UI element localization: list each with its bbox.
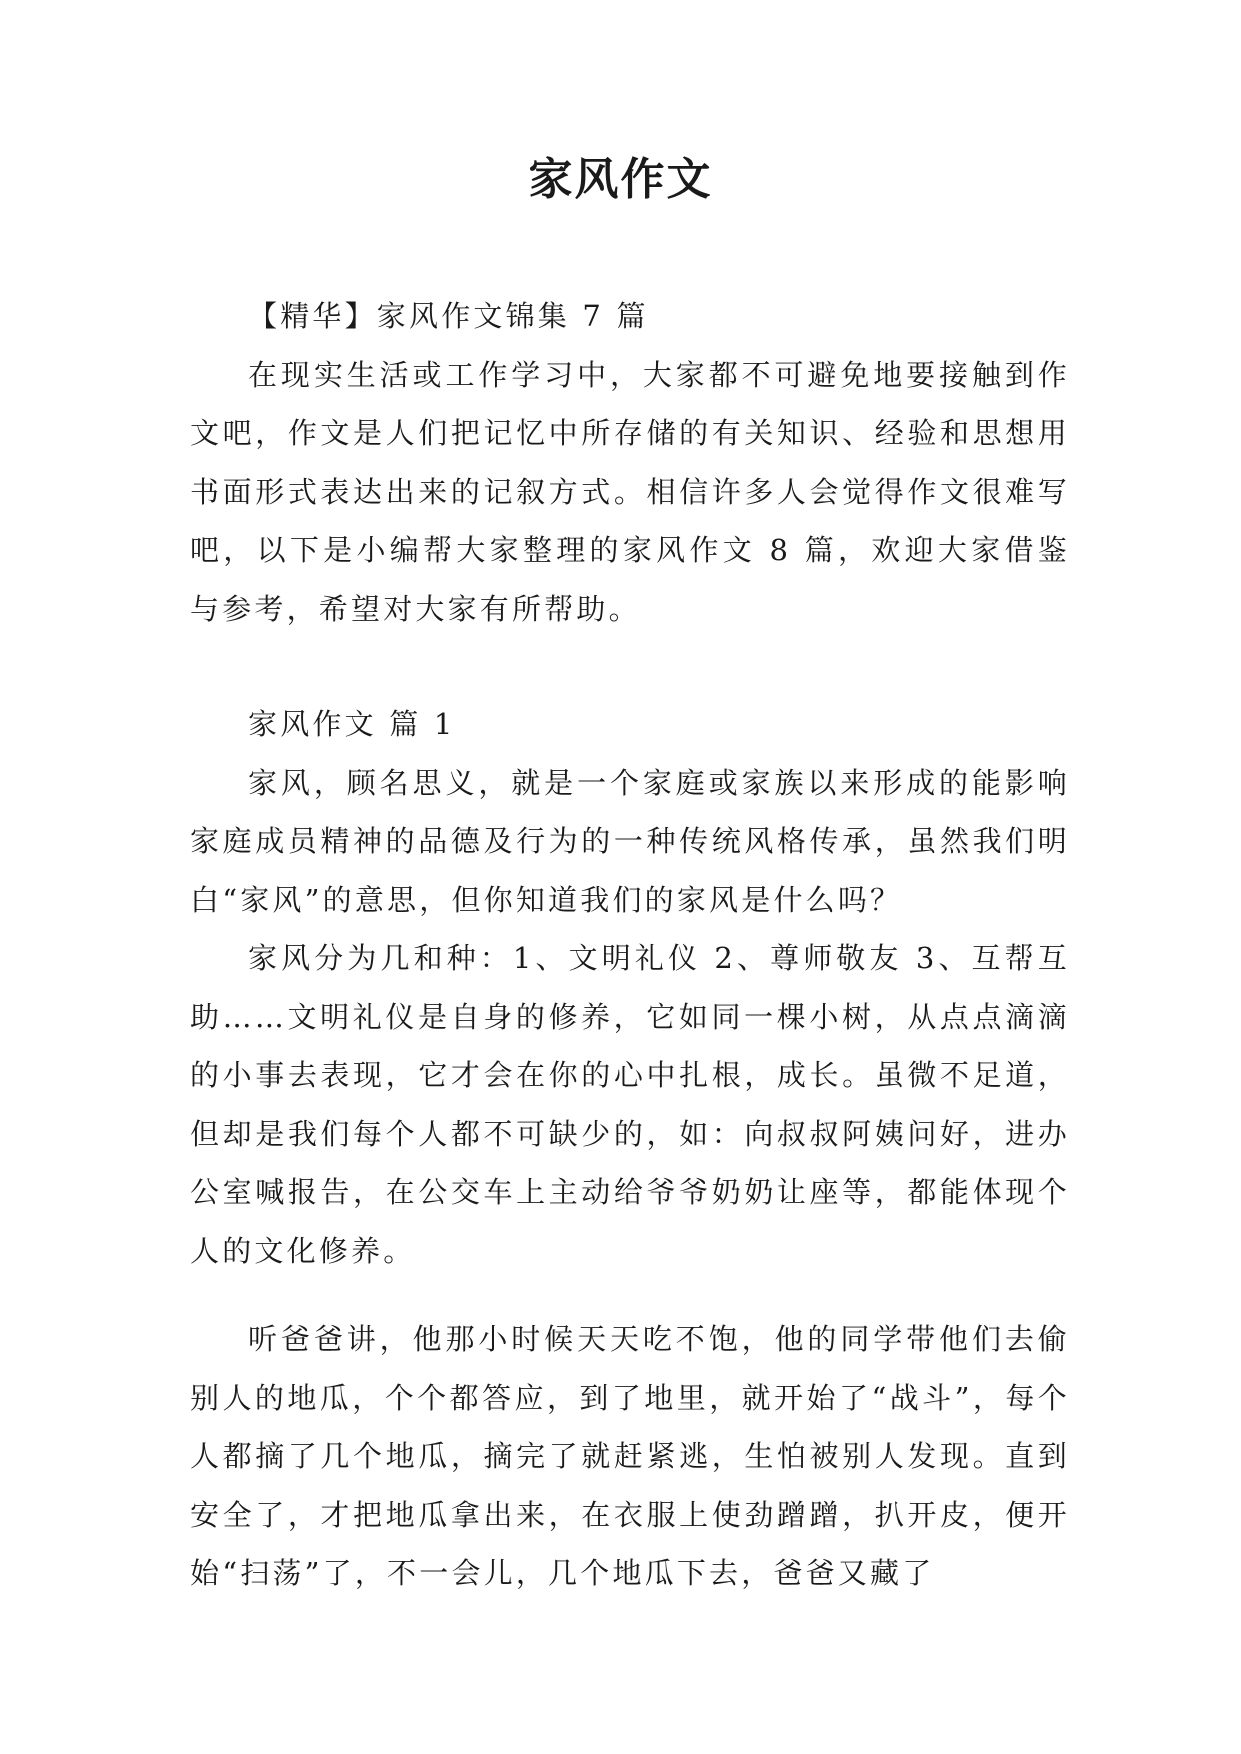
intro-block xyxy=(190,287,1070,638)
section-paragraph-3: 听爸爸讲，他那小时候天天吃不饱，他的同学带他们去偷别人的地瓜，个个都答应，到了地里，就开始了“战斗”，每个人都摘了几个地瓜，摘完了就赶紧逃，生怕被别人发现。直到安全了，才把地瓜拿出来，在衣服上使劲蹭蹭，扒开皮，便开始“扫荡”了，不一会儿，几个地瓜下去，爸爸又藏了 xyxy=(190,1322,1070,1590)
document-title: 家风作文 xyxy=(528,154,713,205)
paragraph-gap xyxy=(190,1280,1070,1310)
section-paragraph-1: 家风，顾名思义，就是一个家庭或家族以来形成的能影响家庭成员精神的品德及行为的一种传统风格传承，虽然我们明白“家风”的意思，但你知道我们的家风是什么吗？ xyxy=(190,765,1070,917)
section-heading: 家风作文 篇 1 xyxy=(248,707,456,741)
intro-paragraph: 在现实生活或工作学习中，大家都不可避免地要接触到作文吧，作文是人们把记忆中所存储的有关知识、经验和思想用书面形式表达出来的记叙方式。相信许多人会觉得作文很难写吧，以下是小编帮大家整理的家风作文 8 篇，欢迎大家借鉴与参考，希望对大家有所帮助。 xyxy=(190,357,1070,626)
section-paragraph-2: 家风分为几和种：1、文明礼仪 2、尊师敬友 3、互帮互助……文明礼仪是自身的修养，它如同一棵小树，从点点滴滴的小事去表现，它才会在你的心中扎根，成长。虽微不足道，但却是我们每个人都不可缺少的，如：向叔叔阿姨问好，进办公室喊报告，在公交车上主动给爷爷奶奶让座等，都能体现个人的文化修养。 xyxy=(190,941,1070,1268)
intro-subtitle: 【精华】家风作文锦集 7 篇 xyxy=(248,299,649,333)
section-1 xyxy=(190,695,1070,1603)
